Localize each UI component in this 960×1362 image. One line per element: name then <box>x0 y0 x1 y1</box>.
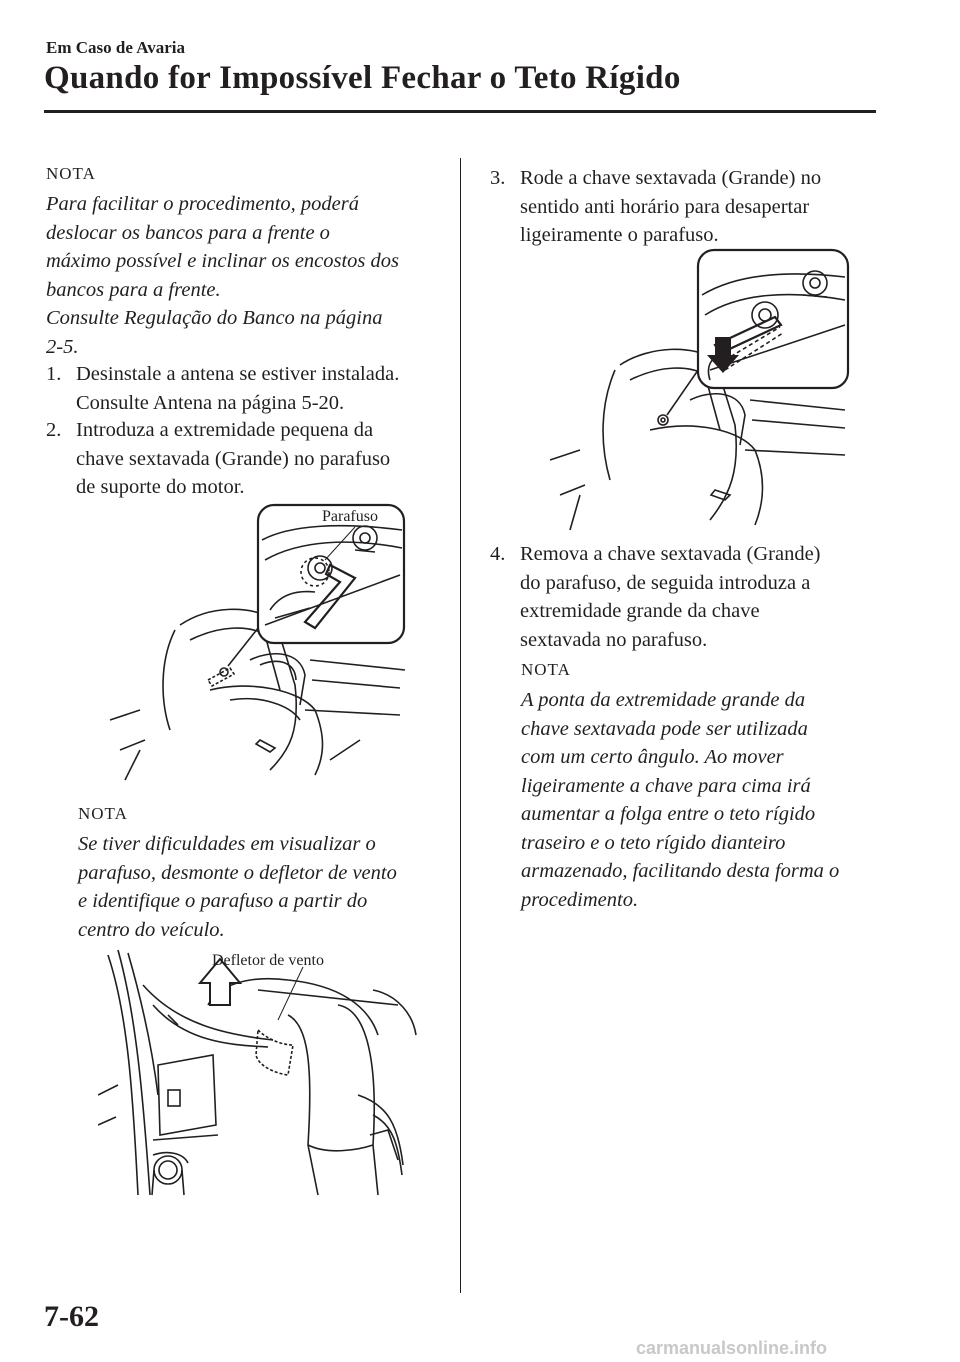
step-line: de suporte do motor. <box>76 476 245 498</box>
figure-loosen-bolt <box>545 245 855 535</box>
step-line: Remova a chave sextavada (Grande) <box>520 543 821 565</box>
note-line: Para facilitar o procedimento, poderá <box>46 193 359 215</box>
section-label: Em Caso de Avaria <box>46 38 185 57</box>
header-rule <box>44 110 876 113</box>
note-line: deslocar os bancos para a frente o <box>46 221 330 244</box>
note-line: com um certo ângulo. Ao mover <box>521 746 784 768</box>
step-4 <box>490 540 890 660</box>
figure-bolt-location <box>100 500 410 790</box>
note-line: chave sextavada pode ser utilizada <box>521 717 808 740</box>
note-2 <box>78 804 448 944</box>
page-title: Quando for Impossível Fechar o Teto Rígido <box>44 60 681 96</box>
step-line: Introduza a extremidade pequena da <box>76 419 374 441</box>
note-line: A ponta da extremidade grande da <box>521 689 806 711</box>
note-line: aumentar a folga entre o teto rígido <box>521 803 816 825</box>
note-line: e identifique o parafuso a partir do <box>78 890 368 912</box>
note-heading: NOTA <box>78 804 128 823</box>
step-line: Desinstale a antena se estiver instalada. <box>76 363 400 385</box>
step-line: sextavada no parafuso. <box>520 628 708 651</box>
bolt-illustration <box>100 500 410 790</box>
step-1 <box>46 360 446 420</box>
watermark: carmanualsonline.info <box>636 1338 828 1358</box>
step-line: chave sextavada (Grande) no parafuso <box>76 447 391 470</box>
step-line: sentido anti horário para desapertar <box>520 195 810 218</box>
step-number: 4. <box>490 543 506 565</box>
step-line: ligeiramente o parafuso. <box>520 224 719 246</box>
note-line: procedimento. <box>521 888 639 911</box>
note-heading: NOTA <box>521 660 571 679</box>
note-body <box>521 686 901 914</box>
step-line: do parafuso, de seguida introduza a <box>520 571 811 594</box>
note-line: máximo possível e inclinar os encostos dos <box>46 250 400 272</box>
figure-wind-deflector <box>98 945 418 1200</box>
note-line: traseiro e o teto rígido dianteiro <box>521 831 786 854</box>
column-divider <box>460 158 461 1293</box>
note-line: Consulte Regulação do Banco na página <box>46 307 383 329</box>
note-body <box>46 190 446 361</box>
note-line: Se tiver dificuldades em visualizar o <box>78 833 376 855</box>
step-line: Consulte Antena na página 5-20. <box>76 391 345 414</box>
note-line: armazenado, facilitando desta forma o <box>521 860 840 882</box>
step-line: Rode a chave sextavada (Grande) no <box>520 167 822 189</box>
note-line: 2-5. <box>46 335 79 358</box>
note-3 <box>521 660 901 914</box>
note-line: parafuso, desmonte o defletor de vento <box>78 861 397 884</box>
step-2 <box>46 416 446 506</box>
note-line: ligeiramente a chave para cima irá <box>521 774 811 797</box>
wind-deflector-illustration <box>98 945 418 1200</box>
note-body <box>78 830 448 944</box>
note-1 <box>46 164 446 361</box>
figure-label-bolt: Parafuso <box>322 508 378 525</box>
loosen-bolt-illustration <box>545 245 855 535</box>
step-number: 2. <box>46 419 62 441</box>
step-3 <box>490 164 890 254</box>
step-number: 1. <box>46 363 62 385</box>
note-heading: NOTA <box>46 164 96 183</box>
step-line: extremidade grande da chave <box>520 600 760 622</box>
figure-label-deflector: Defletor de vento <box>212 952 324 969</box>
note-line: bancos para a frente. <box>46 278 221 301</box>
page-number: 7-62 <box>44 1300 99 1333</box>
step-number: 3. <box>490 167 506 189</box>
note-line: centro do veículo. <box>78 918 225 941</box>
